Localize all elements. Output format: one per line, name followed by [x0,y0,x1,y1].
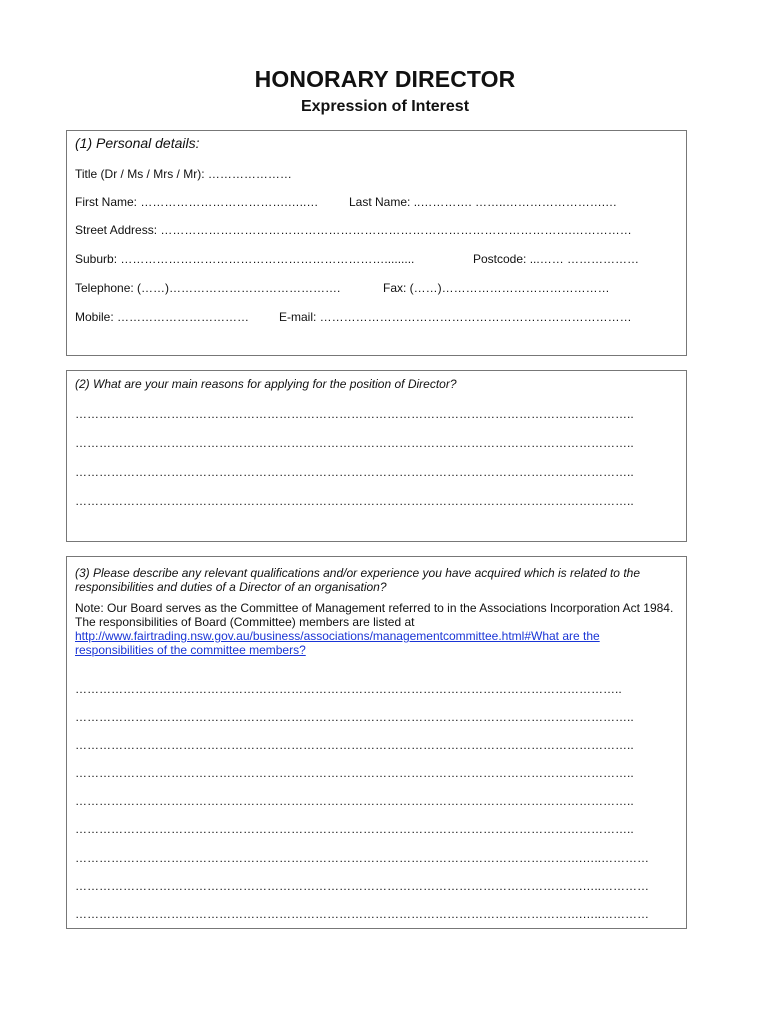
answer-line[interactable]: ………………………………………………………………………………………………………………………….. [75,822,634,836]
note-text: Note: Our Board serves as the Committee of Management referred to in the Associations Incorporation Act 1984. The responsibilities of Board (Committee) members are listed at [75,601,674,629]
telephone-field[interactable]: Telephone: (……)……………………………………. [75,281,341,295]
email-field[interactable]: E-mail: …………………………………………………………………… [279,310,632,324]
answer-line[interactable]: ……………………………………………………………………………………………………………….…..………… [75,851,650,865]
title-field[interactable]: Title (Dr / Ms / Mrs / Mr): ………………… [75,167,292,181]
mobile-field[interactable]: Mobile: …………………………… [75,310,250,324]
answer-line[interactable]: ………………………………………………………………………………………………………………………….. [75,407,634,421]
answer-line[interactable]: ………………………………………………………………………………………………………………………….. [75,710,634,724]
answer-line[interactable]: ………………………………………………………………………………………………………………………….. [75,766,634,780]
answer-line[interactable]: ………………………………………………………………………………………………………………………….. [75,738,634,752]
fax-field[interactable]: Fax: (……)…………………………………… [383,281,610,295]
answer-line[interactable]: ……………………………………………………………………………………………………………………….. [75,682,622,696]
answer-line[interactable]: ……………………………………………………………………………………………………………….…..………… [75,907,650,921]
document-subtitle: Expression of Interest [300,98,470,115]
section-heading: (3) Please describe any relevant qualifications and/or experience you have acquired which is related to the responsibilities and duties of a Director of an organisation? [75,566,640,594]
answer-line[interactable]: ………………………………………………………………………………………………………………………….. [75,794,634,808]
responsibilities-link[interactable]: http://www.fairtrading.nsw.gov.au/business/associations/managementcommittee.html#What are the responsibilities of the committee members? [75,629,600,657]
street-address-field[interactable]: Street Address: ………………………………………………………………………………………….…………… [75,223,632,237]
section-heading: (1) Personal details: [75,135,200,151]
answer-line[interactable]: ………………………………………………………………………………………………………………………….. [75,465,634,479]
document-title: HONORARY DIRECTOR [254,66,516,92]
qualifications-section [66,556,687,929]
section-heading: (2) What are your main reasons for applying for the position of Director? [75,377,457,391]
last-name-field[interactable]: Last Name: ..…………. ……..…………………….… [349,195,618,209]
postcode-field[interactable]: Postcode: ...…… ……………… [473,252,640,266]
answer-line[interactable]: ………………………………………………………………………………………………………………………….. [75,436,634,450]
suburb-field[interactable]: Suburb: …………………………………………………………......... [75,252,415,266]
personal-details-section [66,130,687,356]
answer-line[interactable]: ……………………………………………………………………………………………………………….…..………… [75,879,650,893]
answer-line[interactable]: ………………………………………………………………………………………………………………………….. [75,494,634,508]
reasons-section [66,370,687,542]
first-name-field[interactable]: First Name: ……………………………….…..… [75,195,319,209]
board-note [75,601,675,657]
